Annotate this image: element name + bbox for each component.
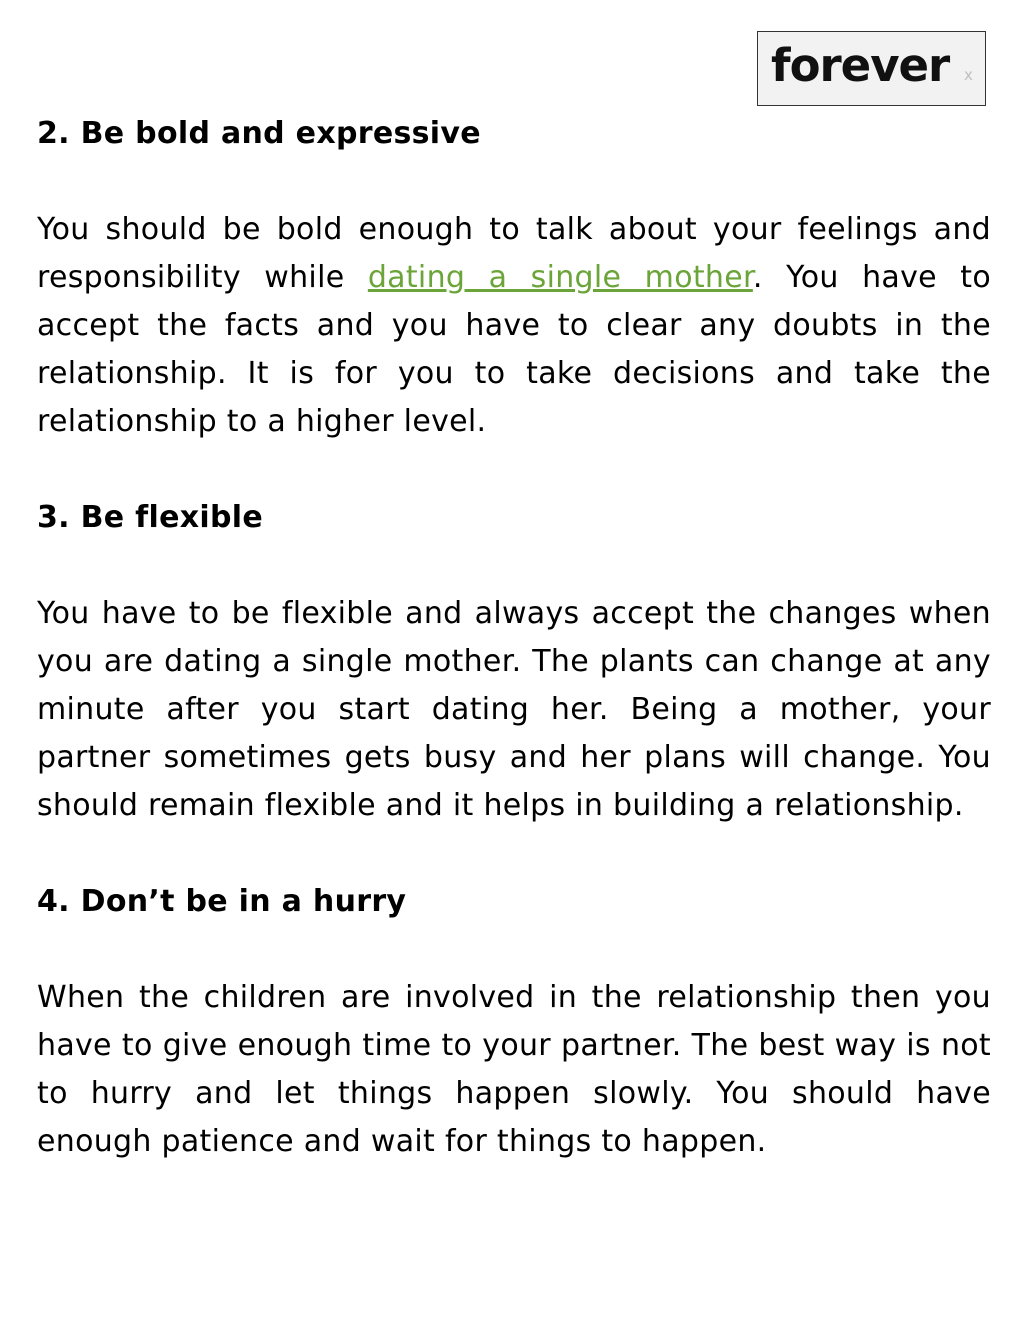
section-body-flexible: You have to be flexible and always accept the changes when you are dating a single mother. The plants can change at any minute after you start dating her. Being a mother, your partner sometimes gets busy and her plans will change. You should remain flexible and it helps in building a relationship. <box>37 596 991 823</box>
logo-x-mark: x <box>964 66 973 84</box>
spacer <box>37 446 991 494</box>
body-text-after-link: . You have to accept the facts and you have to clear any doubts in the relationship. It is for you to take decisions and take the relationship to a higher level. <box>37 260 991 439</box>
article-content <box>37 110 991 1166</box>
section-heading-bold-expressive: 2. Be bold and expressive <box>37 116 481 151</box>
spacer <box>37 158 991 206</box>
section-body-bold-expressive <box>37 206 991 446</box>
body-text-before-link: You should be bold enough to talk about your feelings and responsibility while <box>37 212 991 295</box>
section-body-no-hurry: When the children are involved in the relationship then you have to give enough time to your partner. The best way is not to hurry and let things happen slowly. You should have enough patience and wait for things to happen. <box>37 980 991 1159</box>
spacer <box>37 542 991 590</box>
logo-wordmark: forever <box>771 39 950 92</box>
spacer <box>37 926 991 974</box>
forever-logo <box>757 31 986 106</box>
section-heading-flexible: 3. Be flexible <box>37 500 263 535</box>
section-heading-no-hurry: 4. Don’t be in a hurry <box>37 884 407 919</box>
spacer <box>37 830 991 878</box>
dating-single-mother-link[interactable]: dating a single mother <box>367 260 753 295</box>
